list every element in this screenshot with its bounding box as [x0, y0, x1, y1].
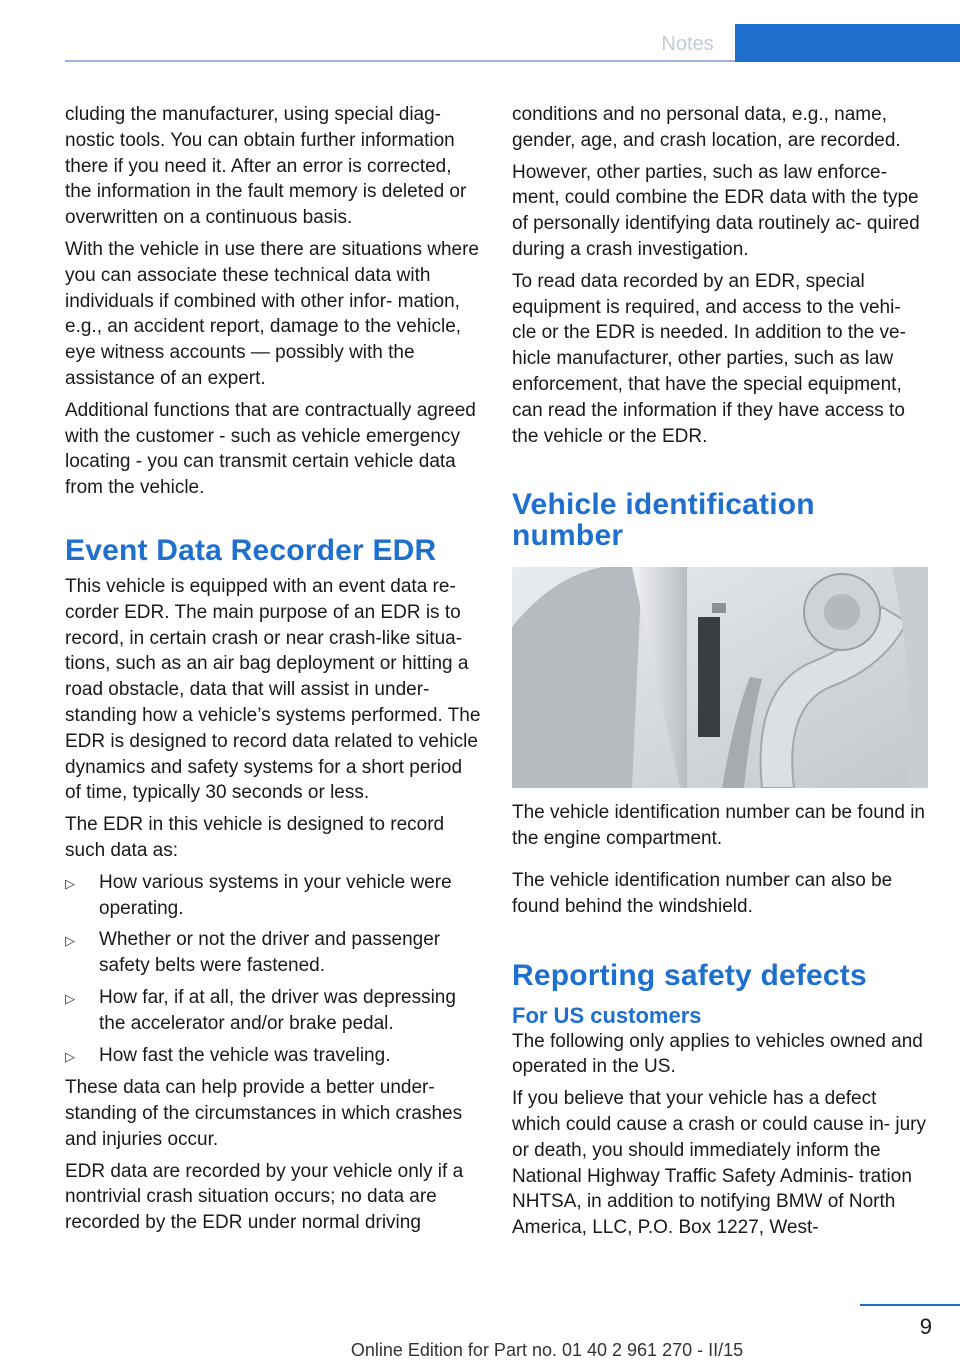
paragraph: conditions and no personal data, e.g., name, gender, age, and crash location, are recorded. [512, 104, 901, 151]
engine-compartment-illustration [512, 567, 928, 788]
list-item-text: How various systems in your vehicle were operating. [99, 871, 452, 919]
paragraph: If you believe that your vehicle has a defect which could cause a crash or could cause in‐ jury or death, you should immediately inform the National Highway Traffic Safety Adminis‐ tration NHTSA, in addition to notifying BMW of North America, LLC, P.O. Box 1227, West‐ [512, 1088, 926, 1239]
paragraph: This vehicle is equipped with an event data re‐ corder EDR. The main purpose of an EDR is to record, in certain crash or near crash-like situa‐ tions, such as an air bag deployment or hitting a road obstacle, data that will assist in under‐ standing how a vehicle’s systems performed. The EDR is designed to record data related to vehicle dynamics and safety systems for a short period of time, typically 30 seconds or less. [65, 575, 481, 804]
list-item [65, 1043, 483, 1070]
footer-rule [860, 1304, 960, 1306]
paragraph: However, other parties, such as law enforce‐ ment, could combine the EDR data with the type of personally identifying data routinely ac‐ quired during a crash investigation. [512, 161, 920, 260]
triangle-bullet-icon: ▷ [65, 875, 75, 891]
heading-line: Vehicle identification [512, 488, 815, 522]
list-item-text: Whether or not the driver and passenger safety belts were fastened. [99, 929, 441, 977]
paragraph: With the vehicle in use there are situations where you can associate these technical data with individuals if combined with other infor‐ mation, e.g., an accident report, damage to the vehicle, eye witness accounts — possibly with the assistance of an expert. [65, 238, 479, 389]
heading-reporting-safety-defects: Reporting safety defects [512, 958, 867, 992]
heading-event-data-recorder: Event Data Recorder EDR [65, 533, 437, 567]
list-item [65, 927, 483, 979]
list-item [65, 985, 483, 1037]
edition-note: Online Edition for Part no. 01 40 2 961 270 - II/15 [350, 1340, 744, 1360]
triangle-bullet-icon: ▷ [65, 990, 75, 1006]
section-tab [735, 24, 960, 62]
right-column [512, 102, 930, 1247]
paragraph: EDR data are recorded by your vehicle only if a nontrivial crash situation occurs; no data are recorded by the EDR under normal driving [65, 1160, 464, 1234]
heading-line: number [512, 519, 624, 553]
paragraph: The vehicle identification number can also be found behind the windshield. [512, 869, 893, 917]
triangle-bullet-icon: ▷ [65, 933, 75, 949]
header-rule [65, 60, 735, 62]
edr-data-list [65, 870, 483, 1070]
triangle-bullet-icon: ▷ [65, 1048, 75, 1064]
paragraph: To read data recorded by an EDR, special equipment is required, and access to the vehi‐ cle or the EDR is needed. In addition to the ve‐ hicle manufacturer, other parties, such as law enforcement, that have the special equipment, can read the information if they have access to the vehicle or the EDR. [512, 270, 906, 447]
engine-compartment-photo [512, 567, 928, 788]
paragraph: cluding the manufacturer, using special diag‐ nostic tools. You can obtain further information there if you need it. After an error is corrected, the information in the fault memory is deleted or overwritten on a continuous basis. [65, 104, 467, 229]
section-title: Notes [661, 32, 714, 55]
list-item [65, 870, 483, 922]
paragraph: The EDR in this vehicle is designed to record such data as: [65, 814, 445, 861]
paragraph: These data can help provide a better under‐ standing of the circumstances in which crashes and injuries occur. [65, 1077, 463, 1150]
left-column [65, 102, 483, 1242]
paragraph: The vehicle identification number can be found in the engine compartment. [512, 802, 925, 850]
list-item-text: How fast the vehicle was traveling. [99, 1044, 391, 1066]
page-number: 9 [919, 1314, 932, 1339]
paragraph: Additional functions that are contractually agreed with the customer - such as vehicle emergency locating - you can transmit certain vehicle data from the vehicle. [65, 399, 476, 499]
heading-vehicle-identification [512, 489, 930, 551]
list-item-text: How far, if at all, the driver was depressing the accelerator and/or brake pedal. [99, 986, 456, 1034]
paragraph: The following only applies to vehicles owned and operated in the US. [512, 1030, 923, 1078]
subheading-us-customers: For US customers [512, 1002, 702, 1028]
